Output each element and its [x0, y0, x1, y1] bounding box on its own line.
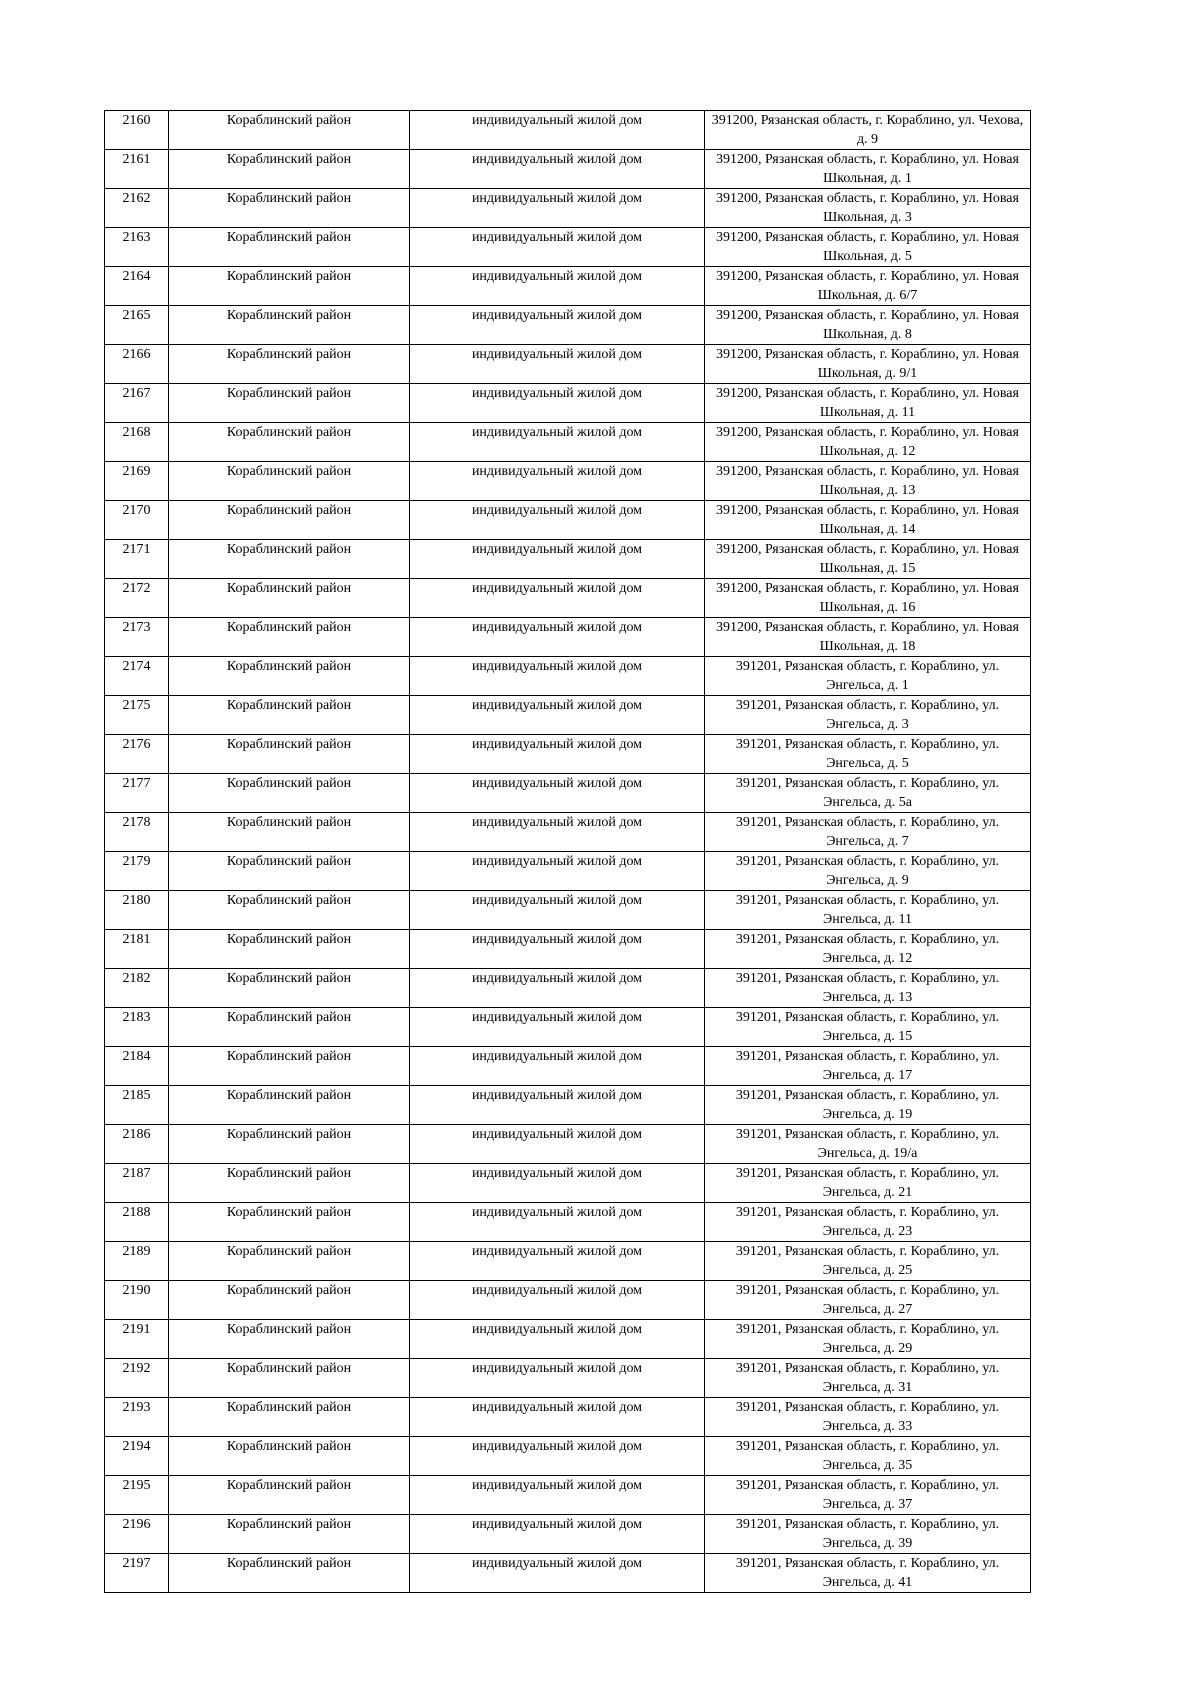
district-cell: Кораблинский район [169, 1086, 410, 1125]
address-cell: 391200, Рязанская область, г. Кораблино, ул. Новая Школьная, д. 14 [705, 501, 1031, 540]
district-cell: Кораблинский район [169, 618, 410, 657]
table-row [105, 384, 1031, 423]
building-type-cell: индивидуальный жилой дом [410, 774, 705, 813]
row-number-cell: 2163 [105, 228, 169, 267]
district-cell: Кораблинский район [169, 345, 410, 384]
building-type-cell: индивидуальный жилой дом [410, 891, 705, 930]
district-cell: Кораблинский район [169, 462, 410, 501]
district-cell: Кораблинский район [169, 657, 410, 696]
row-number-cell: 2197 [105, 1554, 169, 1593]
district-cell: Кораблинский район [169, 228, 410, 267]
district-cell: Кораблинский район [169, 1008, 410, 1047]
district-cell: Кораблинский район [169, 1242, 410, 1281]
row-number-cell: 2171 [105, 540, 169, 579]
row-number-cell: 2161 [105, 150, 169, 189]
address-cell: 391201, Рязанская область, г. Кораблино, ул. Энгельса, д. 7 [705, 813, 1031, 852]
row-number-cell: 2193 [105, 1398, 169, 1437]
address-cell: 391201, Рязанская область, г. Кораблино, ул. Энгельса, д. 5а [705, 774, 1031, 813]
table-row [105, 111, 1031, 150]
table-row [105, 150, 1031, 189]
address-cell: 391200, Рязанская область, г. Кораблино, ул. Новая Школьная, д. 12 [705, 423, 1031, 462]
row-number-cell: 2172 [105, 579, 169, 618]
address-cell: 391201, Рязанская область, г. Кораблино, ул. Энгельса, д. 27 [705, 1281, 1031, 1320]
building-type-cell: индивидуальный жилой дом [410, 1476, 705, 1515]
address-cell: 391200, Рязанская область, г. Кораблино, ул. Чехова, д. 9 [705, 111, 1031, 150]
table-row [105, 1554, 1031, 1593]
building-type-cell: индивидуальный жилой дом [410, 735, 705, 774]
building-type-cell: индивидуальный жилой дом [410, 1281, 705, 1320]
building-type-cell: индивидуальный жилой дом [410, 540, 705, 579]
district-cell: Кораблинский район [169, 384, 410, 423]
row-number-cell: 2187 [105, 1164, 169, 1203]
row-number-cell: 2182 [105, 969, 169, 1008]
address-cell: 391201, Рязанская область, г. Кораблино, ул. Энгельса, д. 33 [705, 1398, 1031, 1437]
building-type-cell: индивидуальный жилой дом [410, 423, 705, 462]
address-cell: 391200, Рязанская область, г. Кораблино, ул. Новая Школьная, д. 9/1 [705, 345, 1031, 384]
district-cell: Кораблинский район [169, 1281, 410, 1320]
district-cell: Кораблинский район [169, 579, 410, 618]
address-cell: 391201, Рязанская область, г. Кораблино, ул. Энгельса, д. 11 [705, 891, 1031, 930]
district-cell: Кораблинский район [169, 1554, 410, 1593]
building-type-cell: индивидуальный жилой дом [410, 813, 705, 852]
table-row [105, 1242, 1031, 1281]
table-row [105, 501, 1031, 540]
table-row [105, 345, 1031, 384]
row-number-cell: 2177 [105, 774, 169, 813]
district-cell: Кораблинский район [169, 267, 410, 306]
district-cell: Кораблинский район [169, 501, 410, 540]
building-type-cell: индивидуальный жилой дом [410, 657, 705, 696]
row-number-cell: 2183 [105, 1008, 169, 1047]
table-row [105, 1086, 1031, 1125]
building-type-cell: индивидуальный жилой дом [410, 1359, 705, 1398]
building-type-cell: индивидуальный жилой дом [410, 1554, 705, 1593]
building-type-cell: индивидуальный жилой дом [410, 1437, 705, 1476]
building-type-cell: индивидуальный жилой дом [410, 306, 705, 345]
building-type-cell: индивидуальный жилой дом [410, 696, 705, 735]
row-number-cell: 2190 [105, 1281, 169, 1320]
table-row [105, 813, 1031, 852]
district-cell: Кораблинский район [169, 1476, 410, 1515]
district-cell: Кораблинский район [169, 540, 410, 579]
row-number-cell: 2185 [105, 1086, 169, 1125]
address-cell: 391200, Рязанская область, г. Кораблино, ул. Новая Школьная, д. 5 [705, 228, 1031, 267]
table-row [105, 1398, 1031, 1437]
building-type-cell: индивидуальный жилой дом [410, 267, 705, 306]
building-type-cell: индивидуальный жилой дом [410, 228, 705, 267]
table-row [105, 1359, 1031, 1398]
address-cell: 391201, Рязанская область, г. Кораблино, ул. Энгельса, д. 3 [705, 696, 1031, 735]
district-cell: Кораблинский район [169, 1125, 410, 1164]
row-number-cell: 2194 [105, 1437, 169, 1476]
district-cell: Кораблинский район [169, 423, 410, 462]
row-number-cell: 2196 [105, 1515, 169, 1554]
row-number-cell: 2176 [105, 735, 169, 774]
district-cell: Кораблинский район [169, 891, 410, 930]
row-number-cell: 2178 [105, 813, 169, 852]
district-cell: Кораблинский район [169, 1203, 410, 1242]
district-cell: Кораблинский район [169, 774, 410, 813]
district-cell: Кораблинский район [169, 969, 410, 1008]
table-row [105, 1008, 1031, 1047]
address-cell: 391201, Рязанская область, г. Кораблино, ул. Энгельса, д. 39 [705, 1515, 1031, 1554]
row-number-cell: 2164 [105, 267, 169, 306]
district-cell: Кораблинский район [169, 1359, 410, 1398]
building-type-cell: индивидуальный жилой дом [410, 111, 705, 150]
district-cell: Кораблинский район [169, 1320, 410, 1359]
address-cell: 391200, Рязанская область, г. Кораблино, ул. Новая Школьная, д. 11 [705, 384, 1031, 423]
address-cell: 391201, Рязанская область, г. Кораблино, ул. Энгельса, д. 41 [705, 1554, 1031, 1593]
address-cell: 391200, Рязанская область, г. Кораблино, ул. Новая Школьная, д. 16 [705, 579, 1031, 618]
building-type-cell: индивидуальный жилой дом [410, 1164, 705, 1203]
table-row [105, 969, 1031, 1008]
address-cell: 391201, Рязанская область, г. Кораблино, ул. Энгельса, д. 17 [705, 1047, 1031, 1086]
row-number-cell: 2173 [105, 618, 169, 657]
building-type-cell: индивидуальный жилой дом [410, 150, 705, 189]
row-number-cell: 2188 [105, 1203, 169, 1242]
table-row [105, 774, 1031, 813]
building-type-cell: индивидуальный жилой дом [410, 1047, 705, 1086]
row-number-cell: 2186 [105, 1125, 169, 1164]
district-cell: Кораблинский район [169, 852, 410, 891]
table-row [105, 657, 1031, 696]
table-row [105, 189, 1031, 228]
address-cell: 391201, Рязанская область, г. Кораблино, ул. Энгельса, д. 9 [705, 852, 1031, 891]
building-type-cell: индивидуальный жилой дом [410, 501, 705, 540]
district-cell: Кораблинский район [169, 150, 410, 189]
row-number-cell: 2189 [105, 1242, 169, 1281]
table-row [105, 852, 1031, 891]
address-cell: 391201, Рязанская область, г. Кораблино, ул. Энгельса, д. 19 [705, 1086, 1031, 1125]
row-number-cell: 2170 [105, 501, 169, 540]
building-type-cell: индивидуальный жилой дом [410, 1086, 705, 1125]
table-row [105, 228, 1031, 267]
table-row [105, 735, 1031, 774]
building-type-cell: индивидуальный жилой дом [410, 930, 705, 969]
address-cell: 391201, Рязанская область, г. Кораблино, ул. Энгельса, д. 31 [705, 1359, 1031, 1398]
district-cell: Кораблинский район [169, 1047, 410, 1086]
row-number-cell: 2167 [105, 384, 169, 423]
row-number-cell: 2168 [105, 423, 169, 462]
address-cell: 391201, Рязанская область, г. Кораблино, ул. Энгельса, д. 13 [705, 969, 1031, 1008]
table-row [105, 267, 1031, 306]
table-row [105, 1164, 1031, 1203]
district-cell: Кораблинский район [169, 1398, 410, 1437]
table-row [105, 1515, 1031, 1554]
district-cell: Кораблинский район [169, 1164, 410, 1203]
address-cell: 391201, Рязанская область, г. Кораблино, ул. Энгельса, д. 5 [705, 735, 1031, 774]
address-cell: 391200, Рязанская область, г. Кораблино, ул. Новая Школьная, д. 13 [705, 462, 1031, 501]
address-cell: 391201, Рязанская область, г. Кораблино, ул. Энгельса, д. 12 [705, 930, 1031, 969]
row-number-cell: 2174 [105, 657, 169, 696]
district-cell: Кораблинский район [169, 111, 410, 150]
building-type-cell: индивидуальный жилой дом [410, 384, 705, 423]
building-type-cell: индивидуальный жилой дом [410, 1008, 705, 1047]
building-type-cell: индивидуальный жилой дом [410, 462, 705, 501]
building-type-cell: индивидуальный жилой дом [410, 1515, 705, 1554]
table-row [105, 696, 1031, 735]
address-cell: 391201, Рязанская область, г. Кораблино, ул. Энгельса, д. 35 [705, 1437, 1031, 1476]
row-number-cell: 2165 [105, 306, 169, 345]
district-cell: Кораблинский район [169, 813, 410, 852]
building-type-cell: индивидуальный жилой дом [410, 345, 705, 384]
district-cell: Кораблинский район [169, 1437, 410, 1476]
address-cell: 391201, Рязанская область, г. Кораблино, ул. Энгельса, д. 29 [705, 1320, 1031, 1359]
table-row [105, 1281, 1031, 1320]
registry-table-body [105, 111, 1031, 1593]
row-number-cell: 2169 [105, 462, 169, 501]
row-number-cell: 2192 [105, 1359, 169, 1398]
address-cell: 391201, Рязанская область, г. Кораблино, ул. Энгельса, д. 1 [705, 657, 1031, 696]
address-cell: 391200, Рязанская область, г. Кораблино, ул. Новая Школьная, д. 1 [705, 150, 1031, 189]
address-cell: 391201, Рязанская область, г. Кораблино, ул. Энгельса, д. 25 [705, 1242, 1031, 1281]
row-number-cell: 2160 [105, 111, 169, 150]
building-type-cell: индивидуальный жилой дом [410, 969, 705, 1008]
table-row [105, 579, 1031, 618]
row-number-cell: 2184 [105, 1047, 169, 1086]
district-cell: Кораблинский район [169, 1515, 410, 1554]
table-row [105, 930, 1031, 969]
row-number-cell: 2166 [105, 345, 169, 384]
building-type-cell: индивидуальный жилой дом [410, 852, 705, 891]
table-row [105, 423, 1031, 462]
address-cell: 391201, Рязанская область, г. Кораблино, ул. Энгельса, д. 23 [705, 1203, 1031, 1242]
row-number-cell: 2195 [105, 1476, 169, 1515]
row-number-cell: 2175 [105, 696, 169, 735]
district-cell: Кораблинский район [169, 306, 410, 345]
table-row [105, 1476, 1031, 1515]
address-cell: 391201, Рязанская область, г. Кораблино, ул. Энгельса, д. 15 [705, 1008, 1031, 1047]
building-type-cell: индивидуальный жилой дом [410, 189, 705, 228]
table-row [105, 1203, 1031, 1242]
table-row [105, 1047, 1031, 1086]
registry-table [104, 110, 1031, 1593]
address-cell: 391200, Рязанская область, г. Кораблино, ул. Новая Школьная, д. 18 [705, 618, 1031, 657]
building-type-cell: индивидуальный жилой дом [410, 1203, 705, 1242]
district-cell: Кораблинский район [169, 189, 410, 228]
table-row [105, 891, 1031, 930]
table-row [105, 540, 1031, 579]
address-cell: 391200, Рязанская область, г. Кораблино, ул. Новая Школьная, д. 8 [705, 306, 1031, 345]
district-cell: Кораблинский район [169, 735, 410, 774]
table-row [105, 618, 1031, 657]
table-row [105, 1437, 1031, 1476]
address-cell: 391200, Рязанская область, г. Кораблино, ул. Новая Школьная, д. 15 [705, 540, 1031, 579]
row-number-cell: 2191 [105, 1320, 169, 1359]
row-number-cell: 2179 [105, 852, 169, 891]
table-row [105, 306, 1031, 345]
building-type-cell: индивидуальный жилой дом [410, 1320, 705, 1359]
district-cell: Кораблинский район [169, 930, 410, 969]
address-cell: 391201, Рязанская область, г. Кораблино, ул. Энгельса, д. 21 [705, 1164, 1031, 1203]
row-number-cell: 2181 [105, 930, 169, 969]
table-row [105, 462, 1031, 501]
building-type-cell: индивидуальный жилой дом [410, 1242, 705, 1281]
building-type-cell: индивидуальный жилой дом [410, 1398, 705, 1437]
row-number-cell: 2180 [105, 891, 169, 930]
building-type-cell: индивидуальный жилой дом [410, 618, 705, 657]
building-type-cell: индивидуальный жилой дом [410, 1125, 705, 1164]
address-cell: 391201, Рязанская область, г. Кораблино, ул. Энгельса, д. 37 [705, 1476, 1031, 1515]
building-type-cell: индивидуальный жилой дом [410, 579, 705, 618]
row-number-cell: 2162 [105, 189, 169, 228]
table-row [105, 1125, 1031, 1164]
address-cell: 391200, Рязанская область, г. Кораблино, ул. Новая Школьная, д. 6/7 [705, 267, 1031, 306]
district-cell: Кораблинский район [169, 696, 410, 735]
table-row [105, 1320, 1031, 1359]
address-cell: 391200, Рязанская область, г. Кораблино, ул. Новая Школьная, д. 3 [705, 189, 1031, 228]
address-cell: 391201, Рязанская область, г. Кораблино, ул. Энгельса, д. 19/а [705, 1125, 1031, 1164]
